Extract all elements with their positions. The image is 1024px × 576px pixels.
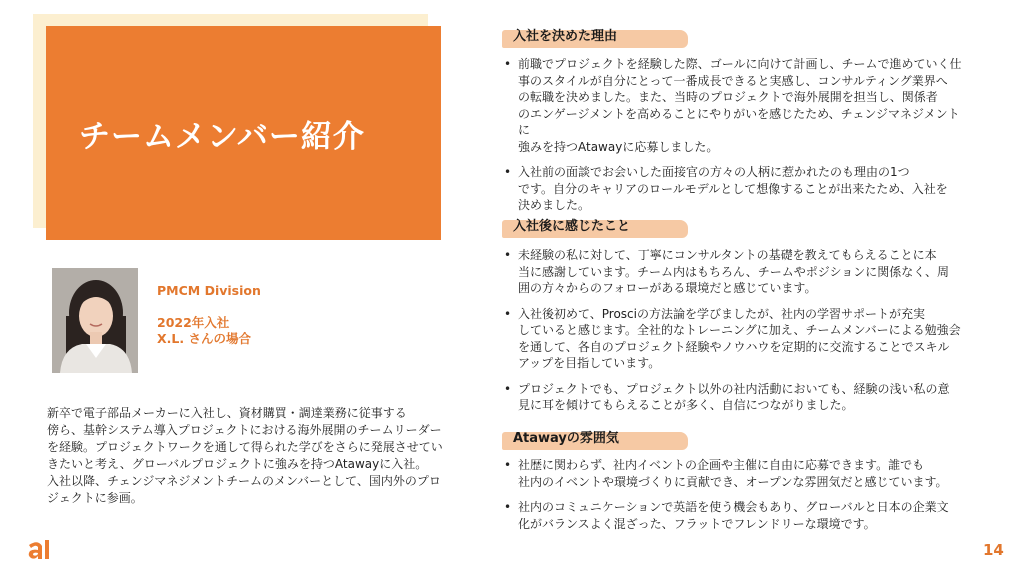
title-card: [46, 26, 441, 240]
member-intro: [47, 405, 447, 507]
section-bullets-after-joining: [502, 247, 964, 423]
section-heading-text: 入社を決めた理由: [513, 29, 618, 44]
section-heading-after-joining: [502, 216, 692, 238]
bullet-item: • 入社前の面談でお会いした面接官の方々の人柄に惹かれたのも理由の1つ です。自分のキャリアのロールモデルとして想像することが出来たため、入社を 決めました。: [502, 164, 964, 214]
intro-line: を経験。プロジェクトワークを通して得られた学びをさらに発展させてい: [47, 440, 443, 454]
intro-line: 入社以降、チェンジマネジメントチームのメンバーとして、国内外のプロ: [47, 474, 441, 488]
intro-line: 新卒で電子部品メーカーに入社し、資材購買・調達業務に従事する: [47, 406, 407, 420]
bullet-item: • 入社後初めて、Prosciの方法論を学びましたが、社内の学習サポートが充実 していると感じます。全社的なトレーニングに加え、チームメンバーによる勉強会 を通して、各自のプロジェクト経験やノウハウを定期的に交流することでスキル アップを目指しています。: [502, 306, 964, 372]
bullet-item: • 前職でプロジェクトを経験した際、ゴールに向けて計画し、チームで進めていく仕 事のスタイルが自分にとって一番成長できると実感し、コンサルティング業界へ の転職を決めました。また、当時のプロジェクトで海外展開を担当し、関係者 のエンゲージメントを高めることにやりがいを感じたため、チェンジマネジメントに 強みを持つAtawayに応募しました。: [502, 56, 964, 155]
intro-line: ジェクトに参画。: [47, 491, 143, 505]
section-heading-text: Atawayの雰囲気: [513, 431, 619, 446]
intro-line: きたいと考え、グローバルプロジェクトに強みを持つAtawayに入社。: [47, 457, 428, 471]
section-heading-text: 入社後に感じたこと: [513, 219, 631, 234]
member-photo: [52, 268, 138, 373]
member-join-year: 2022年入社: [157, 315, 230, 330]
portrait-image: [52, 268, 138, 373]
page-title: チームメンバー紹介: [79, 118, 365, 155]
member-profile: [157, 283, 261, 347]
bullet-item: • プロジェクトでも、プロジェクト以外の社内活動においても、経験の浅い私の意 見に耳を傾けてもらえることが多く、自信につながりました。: [502, 381, 964, 414]
intro-line: 傍ら、基幹システム導入プロジェクトにおける海外展開のチームリーダー: [47, 423, 442, 437]
section-heading-atmosphere: [502, 428, 692, 450]
bullet-item: • 未経験の私に対して、丁寧にコンサルタントの基礎を教えてもらえることに本 当に感謝しています。チーム内はもちろん、チームやポジションに関係なく、周 囲の方々からのフォローがある環境だと感じています。: [502, 247, 964, 297]
section-heading-reasons: [502, 26, 692, 48]
company-logo-icon: [26, 537, 50, 561]
bullet-item: • 社歴に関わらず、社内イベントの企画や主催に自由に応募できます。誰でも 社内のイベントや環境づくりに貢献でき、オープンな雰囲気だと感じています。: [502, 457, 964, 490]
member-division: PMCM Division: [157, 283, 261, 298]
page-number: 14: [983, 541, 1004, 559]
section-bullets-atmosphere: [502, 457, 964, 541]
section-bullets-reasons: [502, 56, 964, 223]
bullet-item: • 社内のコミュニケーションで英語を使う機会もあり、グローバルと日本の企業文 化がバランスよく混ざった、フラットでフレンドリーな環境です。: [502, 499, 964, 532]
member-name: X.L. さんの場合: [157, 331, 251, 346]
